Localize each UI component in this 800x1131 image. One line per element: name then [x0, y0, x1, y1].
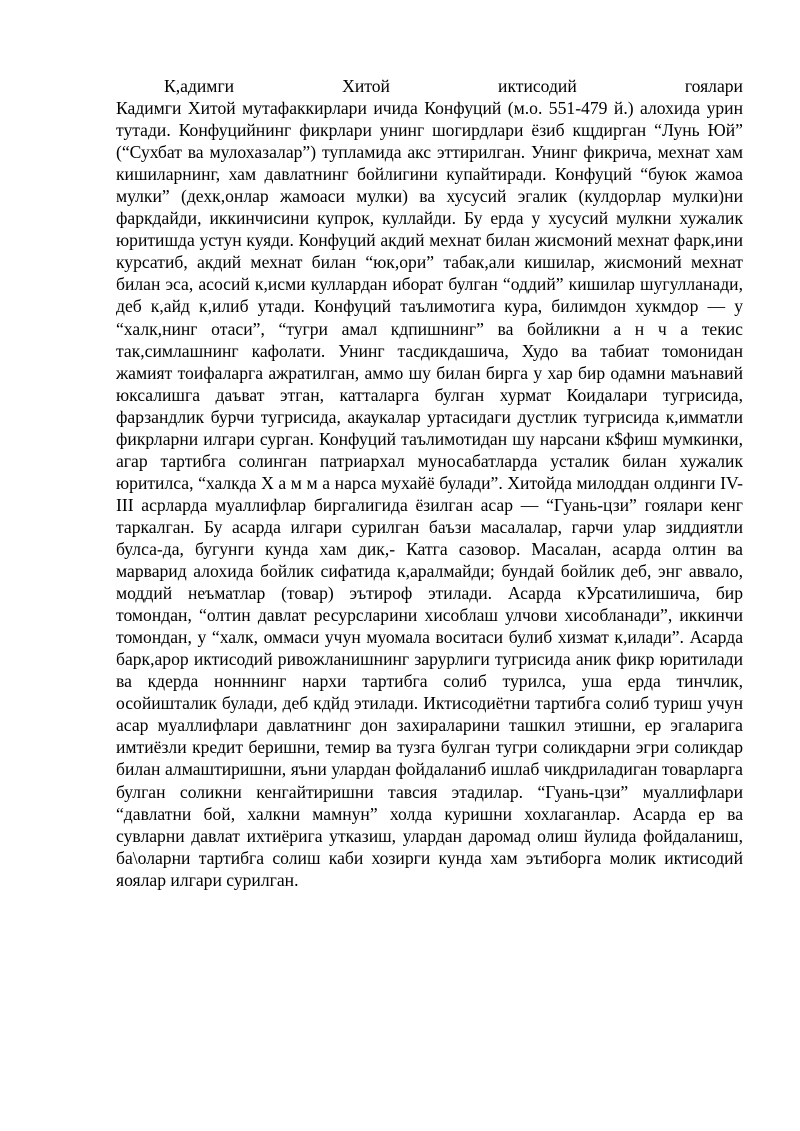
heading-word-2: Хитой — [342, 76, 390, 96]
body-paragraph: Кадимги Хитой мутафаккирлари ичида Конфуций (м.о. 551-479 й.) алохида урин тутади. Конфуцийнинг фикрлари унинг шогирдлари ёзиб кщдирган “Лунь Юй” (“Сухбат ва мулохазалар”) тупламида акс эттирилган. Унинг фикрича, мехнат хам кишиларнинг, хам давлатнинг бойлигини купайтиради. Конфуций “буюк жамоа мулки” (дехк,онлар жамоаси мулки) ва хусусий эгалик (кулдорлар мулки)ни фаркдайди, иккинчисини купрок, куллайди. Бу ерда у хусусий мулкни хужалик юритишда устун куяди. Конфуций акдий мехнат билан жисмоний мехнат фарк,ини курсатиб, акдий мехнат билан “юк,ори” табак,али кишилар, жисмоний мехнат билан эса, асосий к,исми куллардан иборат булган “оддий” кишилар шугулланади, деб к,айд к,илиб утади. Конфуций таълимотига кура, билимдон хукмдор — у “халк,нинг отаси”, “тугри амал кдпишнинг” ва бойликни а н ч а текис так,симлашнинг кафолати. Унинг тасдикдашича, Худо ва табиат томонидан жамият тоифаларга ажратилган, аммо шу билан бирга у хар бир одамни маънавий юксалишга даъват этган, катталарга булган хурмат Коидалари тугрисида, фарзандлик бурчи тугрисида, акаукалар уртасидаги дустлик тугрисида к,имматли фикрларни илгари сурган. Конфуций таълимотидан шу нарсани к$фиш мумкинки, агар тартибга солинган патриархал муносабатларда усталик билан хужалик юритилса, “халкда Х а м м а нарса мухайё булади”. Хитойда милоддан олдинги IV-III асрларда муаллифлар биргалигида ёзилган асар — “Гуань-цзи” гоялари кенг таркалган. Бу асарда илгари сурилган баъзи масалалар, гарчи улар зиддиятли булса-да, бугунги кунда хам дик,- Катга сазовор. Масалан, асарда олтин ва марварид алохида бойлик сифатида к,аралмайди; бундай бойлик деб, энг аввало, моддий неъматлар (товар) эътироф этилади. Асарда кУрсатилишича, бир томондан, “олтин давлат ресурсларини хисоблаш улчови хисобланади”, иккинчи томондан, у “халк, оммаси учун муомала воситаси булиб хизмат к,илади”. Асарда барк,арор иктисодий ривожланишнинг зарурлиги тугрисида аник фикр юритилади ва кдерда нонннинг нархи тартибга солиб турилса, уша ерда тинчлик, осойишталик булади, деб кдйд этилади. Иктисодиётни тартибга солиб туриш учун асар муаллифлари давлатнинг дон захираларини ташкил этишни, ер эгаларига имтиёзли кредит беришни, темир ва тузга булган тугри соликдарни эгри соликдар билан алмаштиришни, яъни улардан фойдаланиб ишлаб чикдриладиган товарларга булган соликни кенгайтиришни тавсия этадилар. “Гуань-цзи” муаллифлари “давлатни бой, халкни мамнун” холда куришни хохлаганлар. Асарда ер ва сувларни давлат ихтиёрига утказиш, улардан даромад олиш йулида фойдаланиш, ба\оларни тартибга солиш каби хозирги кунда хам эътиборга молик иктисодий яоялар илгари сурилган. — [116, 98, 743, 890]
heading-word-4: гоялари — [684, 76, 743, 96]
heading-word-1: К,адимги — [164, 76, 235, 96]
heading-word-3: иктисодий — [498, 76, 577, 96]
section-heading — [116, 75, 743, 97]
text-block — [116, 75, 743, 891]
